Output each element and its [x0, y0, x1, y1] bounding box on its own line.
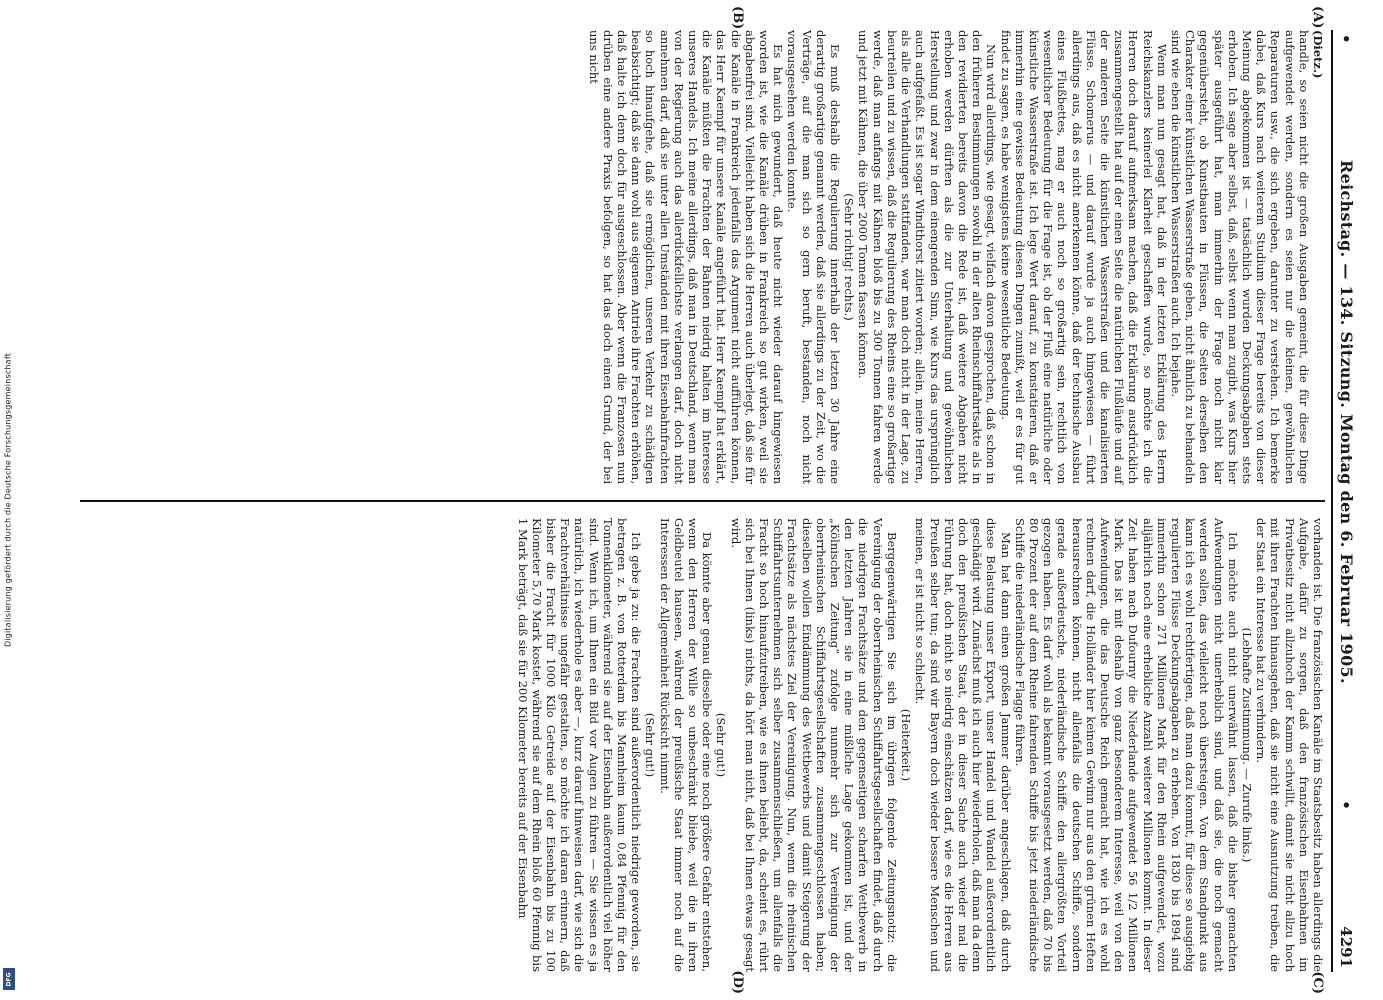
text-columns	[80, 6, 1325, 994]
margin-letter-b: (B)	[730, 6, 745, 30]
dfg-logo	[3, 968, 15, 990]
margin-letter-a: (A)	[1310, 6, 1325, 29]
paragraph: Nun wird allerdings, wie gesagt, vielfach davon gesprochen, daß schon in den früheren Bestimmungen sowohl in der alten Rheinschiffahrtsakte als in den revidierten bereits davon die Rede ist, daß weitere Abgaben nicht erhoben werden dürften als die zur Unterhaltung und gewöhnlichen Herstellung und zwar in dem einengenden Sinn, wie Kurs das ursprünglich auch aufgefaßt. Es ist sogar Windthorst zitiert worden; allein, meine Herren, als alle die Verhandlungen stattfanden, war man doch nicht in der Lage, zu beurteilen und zu wissen, daß die Regulierung des Rheins eine so großartige werde, daß man anfangs mit Kähnen bloß bis zu 300 Tonnen fahren werde und jetzt mit Kähnen, die über 2000 Tonnen fassen können.	[856, 30, 999, 484]
interjection: (Sehr gut!)	[714, 712, 729, 778]
right-column	[80, 502, 1325, 972]
paragraph: handle, so seien nicht die großen Ausgaben gemeint, die für diese Dinge aufgewendet werden, sondern es seien nur die kleinen, gewöhnlichen Reparaturen usw., die sich ergeben, darunter zu verstehen. Ich bemerke dabei, daß Kurs nach weiterem Studium dieser Frage bereits von dieser Meinung abgekommen ist — tatsächlich wurden Deckungsabgaben stets erhoben. Ich sage aber selbst, daß, selbst wenn man zugibt, was Kurs hier später ausgeführt hat, man immerhin der Frage noch nicht klar gegenübersteht, ob Kunstbauten in Flüssen, die Seiten derselben den Charakter einer künstlichen Wasserstraße geben, nicht ähnlich zu behandeln sind wie eben die künstlichen Wasserstraßen auch. Ich bejahe.	[1168, 30, 1311, 484]
interjection: (Heiterkeit.)	[899, 708, 914, 782]
paragraph: Wenn man nun gesagt hat, daß in der letzten Erklärung des Herrn Reichskanzlers keinerlei Klarheit geschaffen wurde, so möchte ich die Herren doch darauf aufmerksam machen, daß die Erklärung ausdrücklich zusammengestellt hat auf der einen Seite die natürlichen Flußläufe und auf der anderen Seite die künstlichen Wasserstraßen und die kanalisierten Flüsse. Schomerus — und darauf wurde ja auch hingewiesen — führt allerdings aus, daß es nicht anerkennen könne, daß der technische Ausbau eines Flußbettes, mag er auch noch so großartig sein, rechtlich von wesentlicher Bedeutung für die Frage ist, ob der Fluß eine natürliche oder künstliche Wasserstraße ist. Ich lege Wert darauf, zu konstatieren, daß er immerhin eine gewisse Bedeutung diesen Dingen zumißt, weil er es für gut findet zu sagen, es habe wenigstens keine wesentliche Bedeutung.	[998, 30, 1169, 484]
digitization-footer	[0, 0, 16, 1000]
speaker-label: (Dietz.)	[1311, 30, 1325, 79]
document-page	[25, 0, 1370, 1000]
paragraph: vorhanden ist. Die französischen Kanäle im Staatsbesitz haben allerdings die Aufgabe, dafür zu sorgen, daß den französischen Eisenbahnen im Privatbesitz nicht allzuhoch der Kamm schwillt, damit sie nicht allzu hoch mit ihren Frachten hinausgehen, daß sie nicht eine Ausnutzung treiben, die der Staat ein Interesse hat zu verhindern.	[1254, 518, 1325, 972]
interjection: (Lebhafte Zustimmung. — Zurufe links.)	[1239, 627, 1254, 863]
dfg-logo-text: DFG	[5, 971, 13, 987]
header-left-marker: •	[1337, 34, 1355, 44]
paragraph: Ich möchte auch nicht unerwähnt lassen, daß die bisher gemachten Aufwendungen nicht unerheblich sind, und daß sie, die noch gemacht werden sollen, das vielleicht noch übersteigen. Von dem Standpunkt aus kann ich es wohl rechtfertigen, daß man dazu kommt, für diese so ausgiebig regulierten Flüsse Deckungsabgaben zu erheben. Von 1830 bis 1894 sind immerhin schon 271 Millionen Mark für den Rhein aufgewendet, wozu alljährlich noch eine erhebliche Anzahl weiterer Millionen kommt. In dieser Zeit haben nach Dufourny die Niederlande aufgewendet 56 1/2 Millionen Mark. Das ist mit deshalb von ganz besonderem Interesse, weil von den Aufwendungen, die das Deutsche Reich gemacht hat, wie ich es wohl rechnen darf, die Holländer hier keinen Gewinn nur aus den grünen Heften herausrechnen können, nicht allenfalls die deutschen Schiffe, sondern gerade außerdeutsche, niederländische Schiffe den allergrößten Vorteil gezogen haben. Es darf wohl als bekannt vorausgesetzt werden, daß 70 bis 80 Prozent der auf dem Rheine fahrenden Schiffe bis jetzt niederländische Schiffe die niederländische Flagge führen.	[1012, 518, 1240, 972]
margin-letter-d: (D)	[730, 970, 745, 994]
header-title: Reichstag. — 134. Sitzung. Montag den 6. Februar 1905.	[1337, 160, 1356, 684]
interjection: (Sehr richtig! rechts.)	[842, 193, 857, 321]
page-number: 4291	[1337, 926, 1355, 968]
paragraph: Es hat mich gewundert, daß heute nicht wieder darauf hingewiesen worden ist, wie die Kanäle drüben in Frankreich so gut wirken, weil sie abgabenfrei sind. Vielleicht haben sich die Herren auch überlegt, daß sie für die Kanäle in Frankreich jedenfalls das Argument nicht aufführen können, das Herr Kaempf für unsere Kanäle angeführt hat. Herr Kaempf hat erklärt, die Kanäle müßten die Frachten der Bahnen niedrig halten im Interesse unseres Handels. Ich meine allerdings, daß man in Deutschland, wenn man von der Regierung auch das allerdickfellichste verlangen darf, doch nicht annehmen darf, daß sie unter allen Umständen mit ihren Eisenbahnfrachten so hoch hinaufgehe, daß sie ermöglichen, unseren Verkehr zu schädigen beabsichtigt; daß sie dann wohl aus eigenem Antrieb ihre Frachten erhöhen, daß halte ich denn doch für ausgeschlossen. Aber wenn die Franzosen nun drüben eine andere Praxis befolgen, so hat das doch einen Grund, der bei uns nicht	[586, 30, 786, 484]
header-right-marker: •	[1337, 800, 1355, 810]
paragraph: Da könnte aber genau dieselbe oder eine noch größere Gefahr entstehen, wenn den Herren der Wille so unbeschränkt bliebe, weil die in ihren Geldbeutel hauseen, während der preußische Staat immer noch auf die Interessen der Allgemeinheit Rücksicht nimmt.	[657, 518, 715, 972]
paragraph: Ich gebe ja zu: die Frachten sind außerordentlich niedrige geworden, sie betragen z. B. von Rotterdam bis Mannheim kaum 0,84 Pfennig für den Tonnenkilometer, während sie auf der Eisenbahn außerordentlich viel höher sind. Wenn ich, um Ihnen ein Bild vor Augen zu führen — Sie wissen es ja natürlich, ich wiederhole es aber —, kurz darauf hinweisen darf, wie sich die Frachtverhältnisse ungefähr gestalten, so möchte ich daran erinnern, daß bisher die Fracht für 1000 Kilo Getreide auf der Eisenbahn bis zu 100 Kilometer 5,70 Mark kostet, während sie auf dem Rhein bloß 60 Pfennig bis 1 Mark beträgt, daß sie für 200 Kilometer bereits auf der Eisenbahn	[515, 518, 644, 972]
paragraph: Bergegenwärtigen Sie sich im übrigen folgende Zeitungsnotiz: die Vereinigung der oberrheinischen Schiffahrtsgesellschaften findet, daß durch die niedrigen Frachtsätze und den gegenseitigen scharfen Wettbewerb in den letzten Jahren sie in eine mißliche Lage gekommen ist, und der „Kölnischen Zeitung“ zufolge nunmehr sich zur Vereinigung der oberrheinischen Schiffahrtsgesellschaften zusammengeschlossen haben; dieselben wollen Eindämmung des Wettbewerbs und damit Steigerung der Frachtsätze als nächstes Ziel der Vereinigung. Nun, wenn die rheinischen Schiffahrtsunternehmen sich selber zusammenschließen, um allenfalls die Fracht so hoch hinaufzutreiben, wie es ihnen beliebt, da, scheint es, rührt sich bei Ihnen (links) nichts, da hört man nicht, daß bei Ihnen etwas gesagt wird.	[728, 518, 899, 972]
interjection: (Sehr gut!)	[643, 712, 658, 778]
page-header	[1331, 30, 1356, 972]
left-column	[80, 30, 1325, 500]
paragraph: Es muß deshalb die Regulierung innerhalb der letzten 30 Jahre eine derartig großartige genannt werden, daß sie allerdings zu der Zeit, wo die Verträge, auf die man sich so gern beruft, bestanden, noch nicht vorausgesehen werden konnte.	[785, 30, 843, 484]
digitization-note: Digitalisierung gefördert durch die Deutsche Forschungsgemeinschaft	[3, 352, 13, 648]
margin-letter-c: (C)	[1310, 971, 1325, 994]
paragraph: Man hat dann einen großen Jammer darüber angeschlagen, daß durch diese Belastung unser Export, unser Handel und Wandel außerordentlich geschädigt wird. Zunächst muß ich auch hier wiederholen, daß man da denn doch den preußischen Staat, der in dieser Sache auch wieder mal die Führung hat, doch nicht so niedrig einschätzen darf, wie es die Herren aus Preußen selber tun; da sind wir Bayern doch wieder bessere Menschen und meinen, er ist nicht so schlecht.	[913, 518, 1013, 972]
